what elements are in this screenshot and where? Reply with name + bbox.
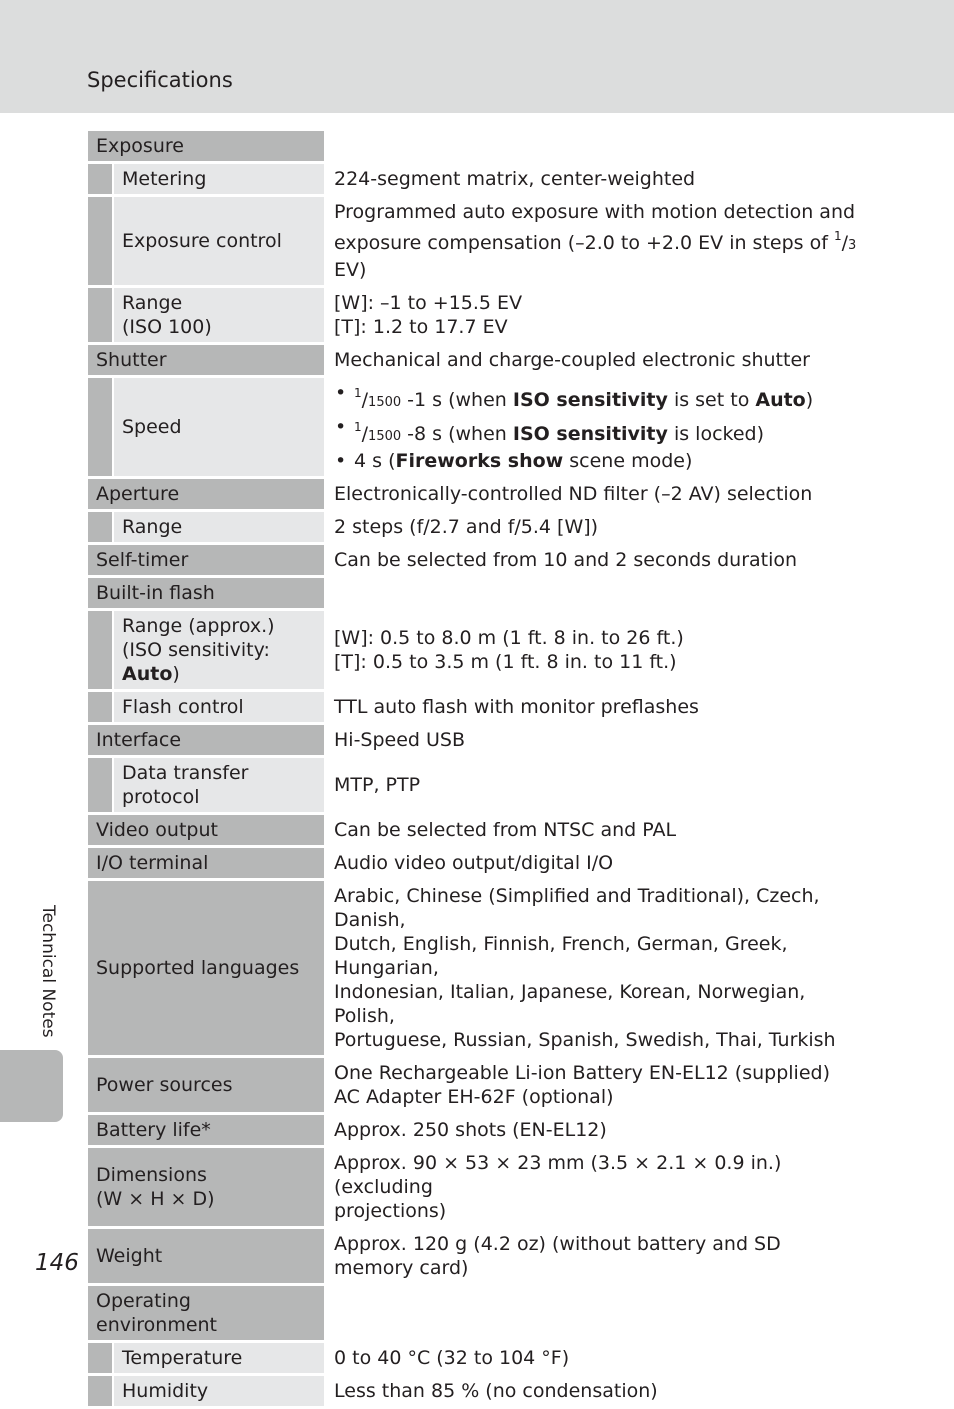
fraction-numerator: 1 <box>833 229 842 243</box>
table-row <box>88 758 868 815</box>
table-row <box>88 725 868 758</box>
spec-category: Weight <box>88 1229 324 1286</box>
page-number: 146 <box>35 1250 79 1276</box>
value-line: [W]: 0.5 to 8.0 m (1 ft. 8 in. to 26 ft.) <box>334 627 684 649</box>
spec-value: Approx. 120 g (4.2 oz) (without battery and SD memory card) <box>324 1229 868 1286</box>
value-text: -8 s (when <box>401 423 513 445</box>
table-row <box>88 1229 868 1286</box>
table-row <box>88 197 868 288</box>
label-line: Dimensions <box>96 1164 207 1186</box>
fraction: $^1$/1500 <box>354 386 402 411</box>
spec-subcategory <box>112 611 324 692</box>
table-row <box>88 1286 868 1343</box>
value-line: projections) <box>334 1200 447 1222</box>
spec-category: Self-timer <box>88 545 324 578</box>
label-line: Range <box>122 292 183 314</box>
fraction-denominator: 3 <box>848 238 857 253</box>
spec-value: Electronically-controlled ND filter (–2 AV) selection <box>324 479 868 512</box>
spec-value: Can be selected from 10 and 2 seconds duration <box>324 545 868 578</box>
value-text: 4 s ( <box>354 450 396 472</box>
list-item <box>334 415 864 449</box>
spec-category: Interface <box>88 725 324 758</box>
category-bar <box>88 758 112 815</box>
label-text: (ISO sensitivity: <box>122 639 270 661</box>
category-bar <box>88 512 112 545</box>
value-line: Portuguese, Russian, Spanish, Swedish, Thai, Turkish <box>334 1029 836 1051</box>
spec-subcategory: Speed <box>112 378 324 479</box>
category-bar <box>88 1343 112 1376</box>
spec-value: 2 steps (f/2.7 and f/5.4 [W]) <box>324 512 868 545</box>
category-bar <box>88 288 112 345</box>
spec-value: 0 to 40 °C (32 to 104 °F) <box>324 1343 868 1376</box>
page-header <box>0 0 954 113</box>
table-row <box>88 345 868 378</box>
category-bar <box>88 611 112 692</box>
spec-category <box>88 1148 324 1229</box>
value-line: One Rechargeable Li-ion Battery EN-EL12 (supplied) <box>334 1062 830 1084</box>
spec-category: Built-in flash <box>88 578 324 611</box>
bold-term: ISO sensitivity <box>512 423 668 445</box>
fraction-denominator: 1500 <box>368 395 402 410</box>
spec-value <box>324 131 868 164</box>
table-row <box>88 164 868 197</box>
spec-category: Aperture <box>88 479 324 512</box>
table-row <box>88 1148 868 1229</box>
spec-category: Supported languages <box>88 881 324 1058</box>
label-line: (W × H × D) <box>96 1188 215 1210</box>
value-line: Dutch, English, Finnish, French, German, Greek, Hungarian, <box>334 933 788 979</box>
spec-value <box>324 611 868 692</box>
table-row <box>88 1376 868 1409</box>
spec-category: I/O terminal <box>88 848 324 881</box>
spec-category: Operating environment <box>88 1286 324 1343</box>
bold-term: Auto <box>122 663 173 685</box>
section-side-label: Technical Notes <box>38 905 58 1038</box>
spec-value: Approx. 250 shots (EN-EL12) <box>324 1115 868 1148</box>
table-row <box>88 1343 868 1376</box>
spec-subcategory: Range <box>112 512 324 545</box>
value-text: is set to <box>667 389 756 411</box>
spec-subcategory: Flash control <box>112 692 324 725</box>
table-row <box>88 1058 868 1115</box>
value-text: scene mode) <box>563 450 693 472</box>
table-row <box>88 578 868 611</box>
spec-value <box>324 881 868 1058</box>
fraction-numerator: 1 <box>354 420 362 434</box>
fraction: $^1$/3 <box>833 229 857 254</box>
fraction-denominator: 1500 <box>368 429 402 444</box>
fraction-numerator: 1 <box>354 386 362 400</box>
bold-term: ISO sensitivity <box>512 389 668 411</box>
spec-value <box>324 578 868 611</box>
table-row <box>88 131 868 164</box>
category-bar <box>88 197 112 288</box>
spec-value: Less than 85 % (no condensation) <box>324 1376 868 1409</box>
category-bar <box>88 1376 112 1409</box>
table-row <box>88 815 868 848</box>
spec-value: Hi-Speed USB <box>324 725 868 758</box>
spec-category: Power sources <box>88 1058 324 1115</box>
spec-value <box>324 288 868 345</box>
table-row <box>88 1115 868 1148</box>
spec-category: Video output <box>88 815 324 848</box>
spec-subcategory: Data transfer protocol <box>112 758 324 815</box>
label-line: Range (approx.) <box>122 615 275 637</box>
table-row <box>88 378 868 479</box>
value-text: EV) <box>334 259 367 281</box>
value-text: exposure compensation (–2.0 to +2.0 EV in steps of <box>334 232 834 254</box>
spec-subcategory: Exposure control <box>112 197 324 288</box>
specifications-table <box>88 131 868 1409</box>
table-row <box>88 881 868 1058</box>
value-line: Arabic, Chinese (Simplified and Traditional), Czech, Danish, <box>334 885 820 931</box>
spec-value <box>324 1286 868 1343</box>
category-bar <box>88 164 112 197</box>
fraction: $^1$/1500 <box>354 420 402 445</box>
spec-subcategory: Humidity <box>112 1376 324 1409</box>
spec-value: 224-segment matrix, center-weighted <box>324 164 868 197</box>
table-row <box>88 512 868 545</box>
bullet-list <box>334 381 864 473</box>
value-line: AC Adapter EH-62F (optional) <box>334 1086 614 1108</box>
value-line: Programmed auto exposure with motion detection and <box>334 201 856 223</box>
spec-value: MTP, PTP <box>324 758 868 815</box>
label-line <box>122 638 318 686</box>
table-row <box>88 545 868 578</box>
value-line: Indonesian, Italian, Japanese, Korean, Norwegian, Polish, <box>334 981 806 1027</box>
spec-category: Shutter <box>88 345 324 378</box>
value-line: [T]: 0.5 to 3.5 m (1 ft. 8 in. to 11 ft.) <box>334 651 677 673</box>
spec-subcategory: Metering <box>112 164 324 197</box>
header-title: Specifications <box>87 68 233 92</box>
label-text: ) <box>172 663 180 685</box>
table-row <box>88 611 868 692</box>
list-item <box>334 449 864 473</box>
value-text: ) <box>805 389 814 411</box>
bold-term: Auto <box>755 389 806 411</box>
spec-value: Can be selected from NTSC and PAL <box>324 815 868 848</box>
category-bar <box>88 692 112 725</box>
spec-value <box>324 1148 868 1229</box>
table-row <box>88 692 868 725</box>
value-line: [T]: 1.2 to 17.7 EV <box>334 316 508 338</box>
value-line <box>334 224 864 282</box>
value-text: -1 s (when <box>401 389 513 411</box>
value-text: is locked) <box>667 423 765 445</box>
label-line: (ISO 100) <box>122 316 212 338</box>
spec-subcategory <box>112 288 324 345</box>
spec-category: Battery life* <box>88 1115 324 1148</box>
spec-value <box>324 1058 868 1115</box>
spec-category: Exposure <box>88 131 324 164</box>
spec-value <box>324 378 868 479</box>
section-side-tab <box>0 1050 63 1122</box>
category-bar <box>88 378 112 479</box>
table-row <box>88 288 868 345</box>
list-item <box>334 381 864 415</box>
table-row <box>88 848 868 881</box>
spec-subcategory: Temperature <box>112 1343 324 1376</box>
value-line: Approx. 90 × 53 × 23 mm (3.5 × 2.1 × 0.9 in.) (excluding <box>334 1152 782 1198</box>
spec-value: Audio video output/digital I/O <box>324 848 868 881</box>
bold-term: Fireworks show <box>395 450 564 472</box>
spec-value <box>324 197 868 288</box>
spec-value: TTL auto flash with monitor preflashes <box>324 692 868 725</box>
table-row <box>88 479 868 512</box>
spec-value: Mechanical and charge-coupled electronic shutter <box>324 345 868 378</box>
value-line: [W]: –1 to +15.5 EV <box>334 292 523 314</box>
